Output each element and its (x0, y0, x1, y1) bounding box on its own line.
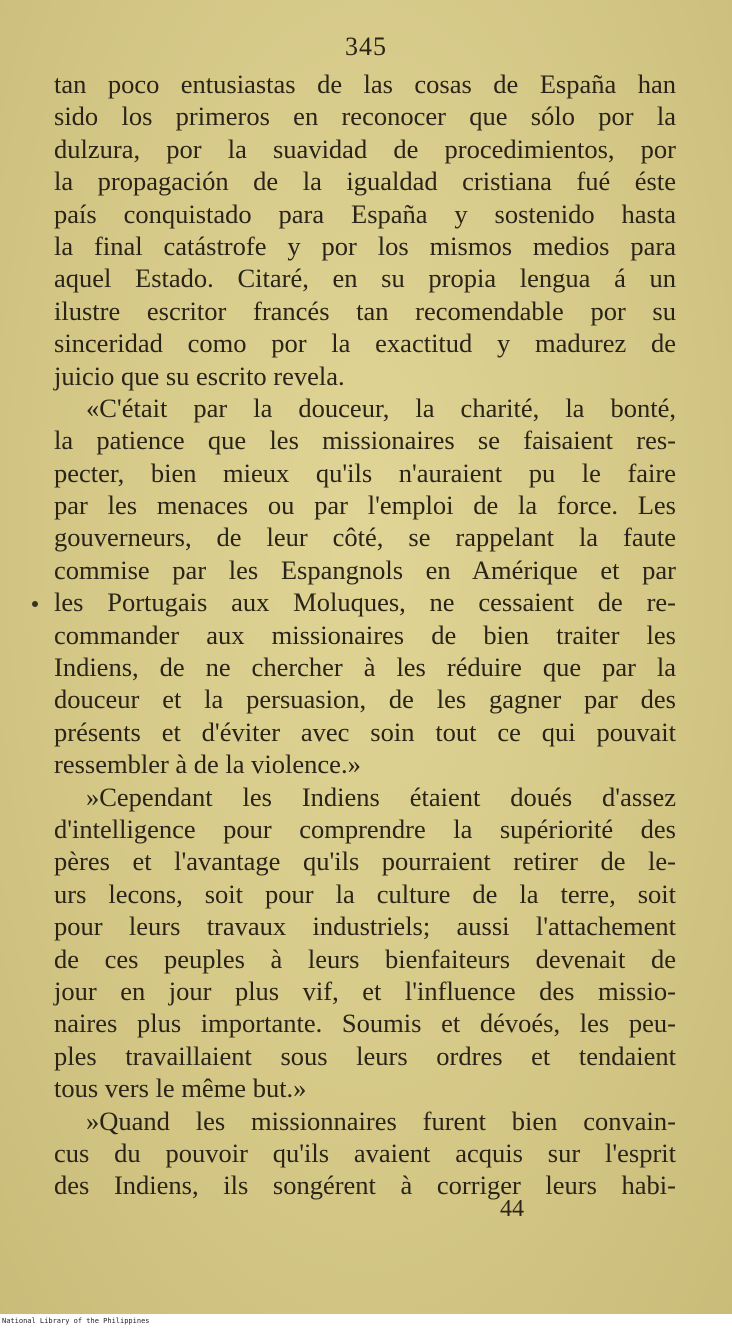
footer-credit: National Library of the Philippines (2, 1317, 150, 1325)
body-text (54, 68, 676, 1202)
text-line: pecter, bien mieux qu'ils n'auraient pu le faire (54, 457, 676, 488)
text-line: »Quand les missionnaires furent bien convain- (86, 1105, 676, 1136)
text-line: país conquistado para España y sostenido hasta (54, 198, 676, 229)
text-line: la final catástrofe y por los mismos medios para (54, 230, 676, 261)
text-line: par les menaces ou par l'emploi de la force. Les (54, 490, 676, 521)
text-line: juicio que su escrito revela. (54, 360, 345, 391)
text-line: ples travaillaient sous leurs ordres et tendaient (54, 1040, 676, 1071)
text-line: commander aux missionaires de bien traiter les (54, 619, 676, 650)
text-line: naires plus importante. Soumis et dévoés, les peu- (54, 1008, 676, 1039)
text-line: aquel Estado. Citaré, en su propia lengua á un (54, 263, 676, 294)
text-line: cus du pouvoir qu'ils avaient acquis sur l'esprit (54, 1137, 676, 1168)
text-line: ressembler à de la violence.» (54, 749, 361, 780)
text-line: jour en jour plus vif, et l'influence des missio- (54, 975, 676, 1006)
text-line: commise par les Espangnols en Amérique et par (54, 554, 676, 585)
page-number: 345 (345, 32, 387, 61)
text-line: tous vers le même but.» (54, 1073, 307, 1104)
text-line: »Cependant les Indiens étaient doués d'assez (86, 781, 676, 812)
text-line: dulzura, por la suavidad de procedimientos, por (54, 133, 676, 164)
text-line: ilustre escritor francés tan recomendable por su (54, 295, 676, 326)
text-line: pour leurs travaux industriels; aussi l'attachement (54, 911, 676, 942)
signature-mark: 44 (500, 1196, 524, 1222)
text-line: de ces peuples à leurs bienfaiteurs devenait de (54, 943, 676, 974)
text-line: sido los primeros en reconocer que sólo por la (54, 101, 676, 132)
text-line: la propagación de la igualdad cristiana fué éste (54, 166, 676, 197)
text-line: pères et l'avantage qu'ils pourraient retirer de le- (54, 846, 676, 877)
text-line: sinceridad como por la exactitud y madurez de (54, 328, 676, 359)
text-line: Indiens, de ne chercher à les réduire que par la (54, 652, 676, 683)
text-line: urs lecons, soit pour la culture de la terre, soit (54, 878, 676, 909)
text-line: tan poco entusiastas de las cosas de España han (54, 69, 676, 99)
text-line: «C'était par la douceur, la charité, la bonté, (86, 392, 676, 423)
margin-mark (32, 601, 38, 607)
text-line: présents et d'éviter avec soin tout ce qui pouvait (54, 716, 676, 747)
text-line: les Portugais aux Moluques, ne cessaient de re- (54, 587, 676, 618)
text-line: des Indiens, ils songérent à corriger leurs habi- (54, 1170, 676, 1201)
text-line: gouverneurs, de leur côté, se rappelant la faute (54, 522, 676, 553)
text-line: douceur et la persuasion, de les gagner par des (54, 684, 676, 715)
text-line: d'intelligence pour comprendre la supériorité des (54, 813, 676, 844)
text-line: la patience que les missionaires se faisaient res- (54, 425, 676, 456)
footer-bar (0, 1314, 732, 1328)
